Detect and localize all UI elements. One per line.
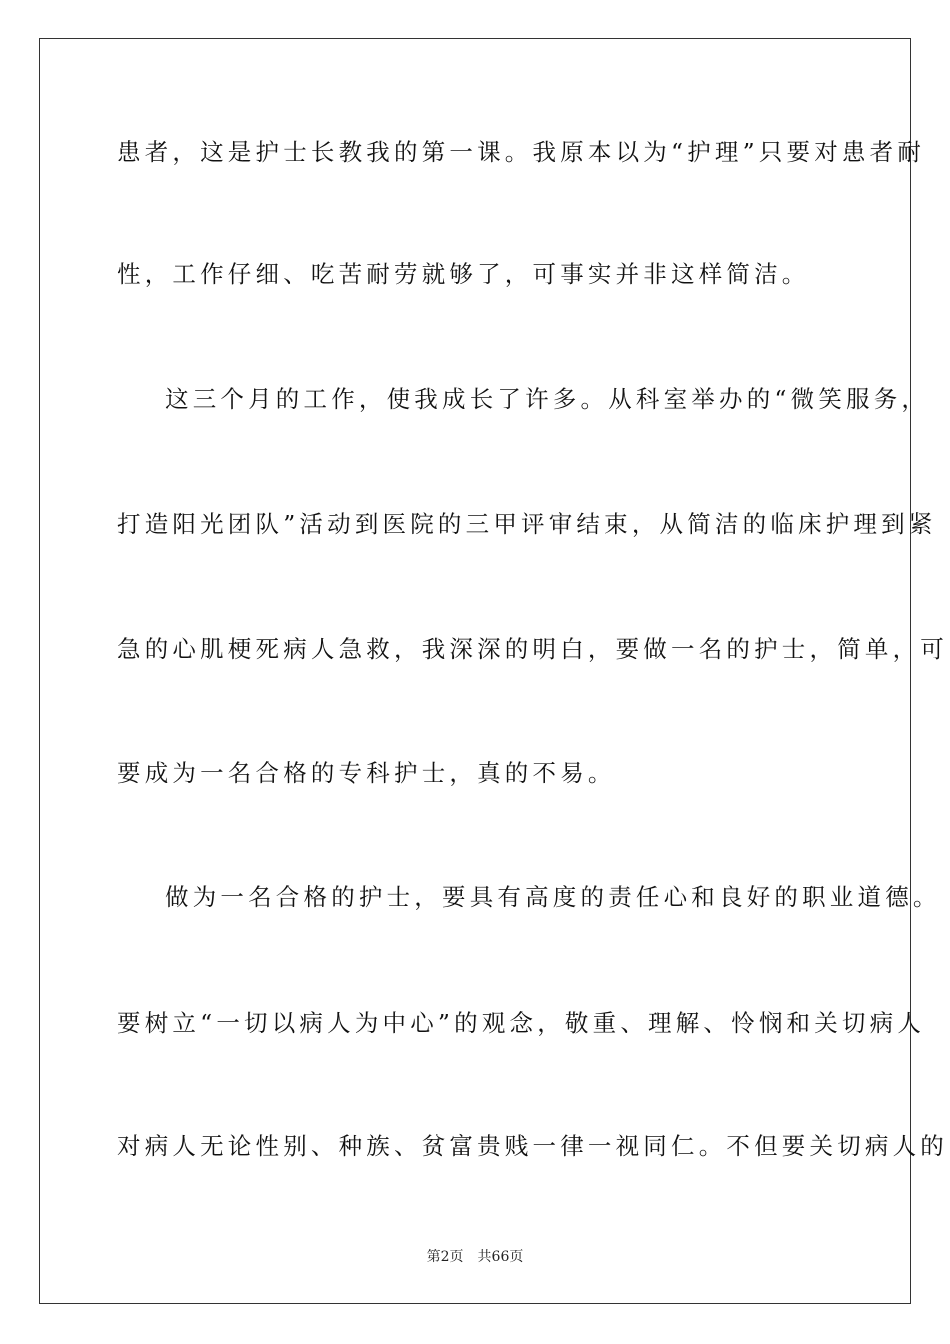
paragraph-start-line: 这三个月的工作，使我成长了许多。从科室举办的“微笑服务， <box>165 385 930 413</box>
text-line: 性，工作仔细、吃苦耐劳就够了，可事实并非这样简洁。 <box>117 260 810 288</box>
text-line: 打造阳光团队”活动到医院的三甲评审结束，从简洁的临床护理到紧 <box>117 510 937 538</box>
text-line: 要成为一名合格的专科护士，真的不易。 <box>117 759 616 787</box>
text-line: 患者，这是护士长教我的第一课。我原本以为“护理”只要对患者耐 <box>117 138 926 166</box>
paragraph-start-line: 做为一名合格的护士，要具有高度的责任心和良好的职业道德。 <box>165 883 941 911</box>
page-border <box>39 38 911 1304</box>
total-pages: 共66页 <box>477 1249 524 1265</box>
text-line: 对病人无论性别、种族、贫富贵贱一律一视同仁。不但要关切病人的 <box>117 1132 948 1160</box>
page-number: 第2页 <box>426 1249 464 1265</box>
page-footer <box>0 1246 950 1266</box>
text-line: 急的心肌梗死病人急救，我深深的明白，要做一名的护士，简单，可 <box>117 635 948 663</box>
text-line: 要树立“一切以病人为中心”的观念，敬重、理解、怜悯和关切病人 <box>117 1009 926 1037</box>
